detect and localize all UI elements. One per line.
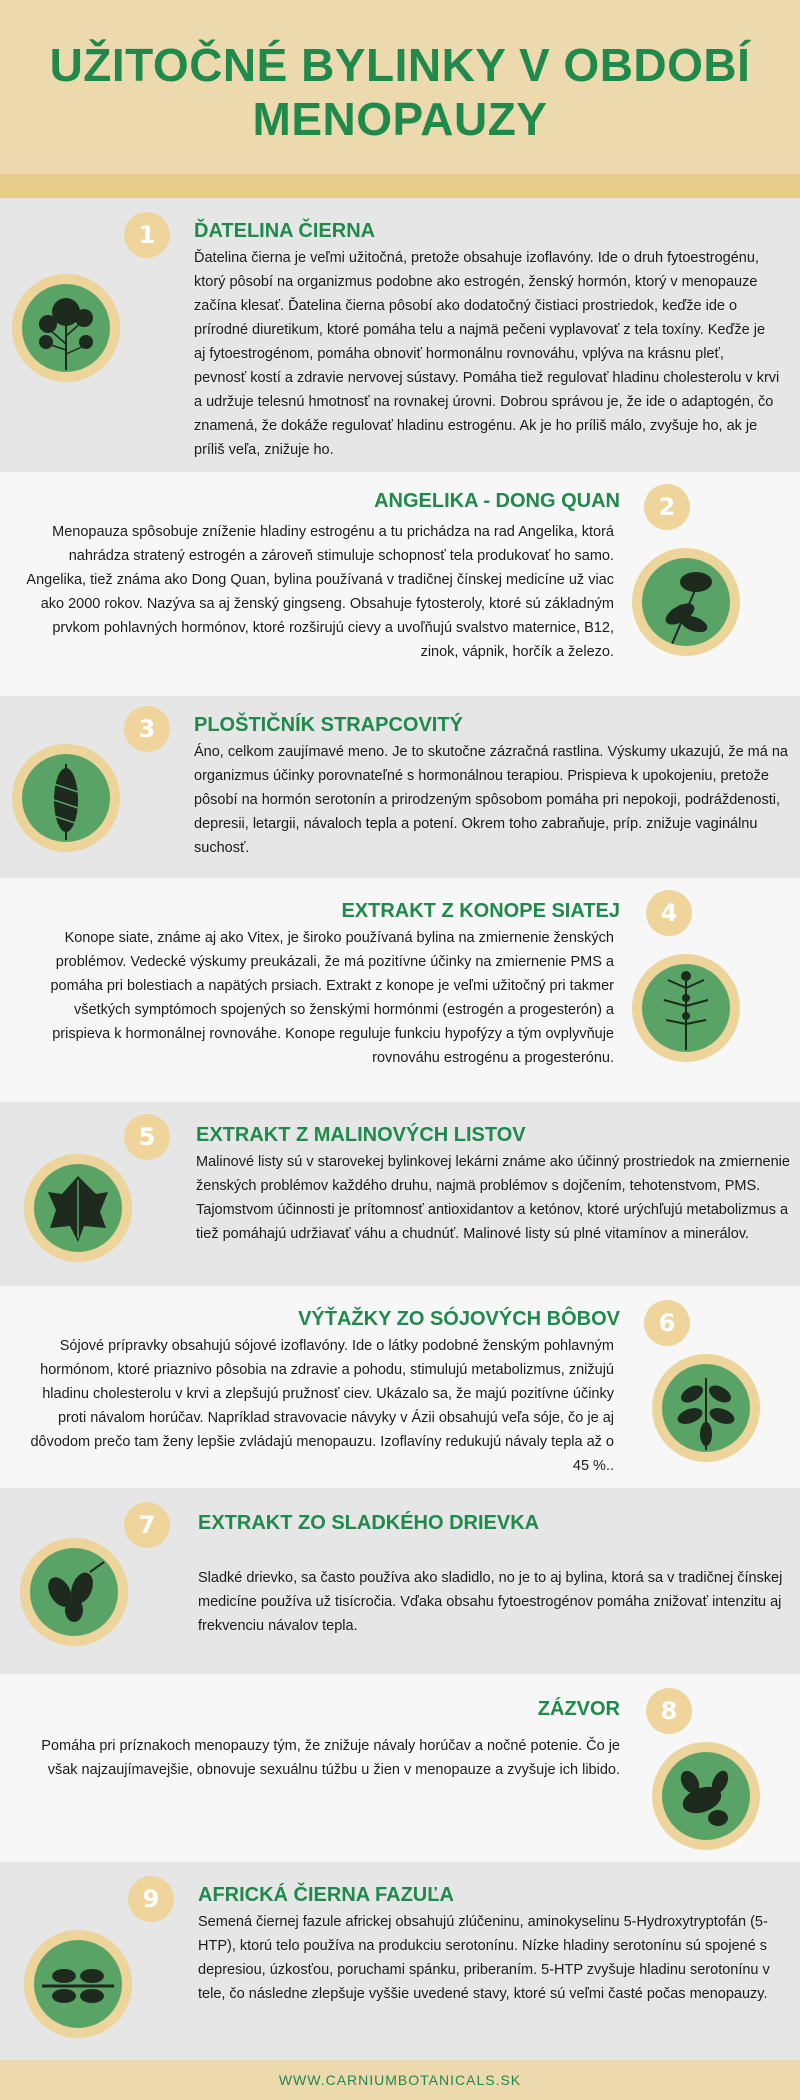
- section-text: Semená čiernej fazule africkej obsahujú zlúčeninu, aminokyselinu 5-Hydroxytryptofán (5-HTP), ktorú telo používa na produkciu serotonínu. Nízke hladiny serotonínu sú spojené s depresiou, úzkosťou, poruchami spánku, priberaním. 5-HTP zvyšuje hladinu serotonínu v tele, čo následne zlepšuje vyššie uvedené stavy, ktoré sú veľmi časté počas menopauzy.: [198, 1914, 770, 2002]
- herb-section-2: [0, 472, 800, 696]
- section-number-badge: 1: [124, 212, 170, 258]
- section-text: Sladké drievko, sa často používa ako sladidlo, no je to aj bylina, ktorá sa v tradičnej čínskej medicíne používa už tisícročia. Vďaka obsahu fytoestrogénov pomáha znižovať intenzitu aj frekvenciu návalov tepla.: [198, 1570, 783, 1634]
- raspberry-leaf-icon: [34, 1164, 122, 1252]
- section-text: Konope siate, známe aj ako Vitex, je široko používaná bylina na zmiernenie ženských problémov. Vedecké výskumy preukázali, že má pozitívne účinky na zmiernenie PMS a pomáha pri bolestiach a napätých prsiach. Extrakt z konope je veľmi užitočný pri takmer všetkých symptómoch spojených so ženskými hormónmi (estrogén a progesterón) a prispieva k hormonálnej rovnováhe. Konope reguluje funkciu hypofýzy a tým ovplyvňuje rovnováhu estrogénu a progesterónu.: [50, 930, 614, 1066]
- herb-section-5: [0, 1102, 800, 1286]
- section-heading: EXTRAKT Z MALINOVÝCH LISTOV: [196, 1124, 526, 1146]
- section-text: Ďatelina čierna je veľmi užitočná, pretože obsahuje izoflavóny. Ide o druh fytoestrogénu, ktorý pôsobí na organizmus podobne ako estrogén, ženský hormón, ktorý v menopauze začína klesať. Ďatelina čierna pôsobí ako dodatočný čistiaci prostriedok, keďže ide o prírodné diuretikum, ktoré pomáha telu a najmä pečeni vyplavovať z tela toxíny. Keďže je aj fytoestrogénom, pomáha obnoviť hormonálnu rovnováhu, vplýva na krásnu pleť, pevnosť kostí a zdravie nervovej sústavy. Pomáha tiež regulovať hladinu cholesterolu v krvi a udržuje telesnú hmotnosť na rovnakej úrovni. Dobrou správou je, že ide o adaptogén, čo znamená, že dokáže regulovať hladinu estrogénu. Ak je ho príliš málo, zvyšuje ho, ak je príliš veľa, znižuje ho.: [194, 250, 780, 458]
- herb-section-8: [0, 1674, 800, 1862]
- section-number-badge: 5: [124, 1114, 170, 1160]
- herb-medallion: [652, 1742, 760, 1850]
- herb-section-6: [0, 1286, 800, 1488]
- cohosh-plant-icon: [22, 754, 110, 842]
- section-heading: AFRICKÁ ČIERNA FAZUĽA: [198, 1884, 454, 1906]
- herb-section-7: [0, 1488, 800, 1674]
- herb-medallion: [652, 1354, 760, 1462]
- page-title: UŽITOČNÉ BYLINKY V OBDOBÍ MENOPAUZY: [49, 39, 751, 145]
- licorice-root-icon: [30, 1548, 118, 1636]
- herb-medallion: [24, 1930, 132, 2038]
- herb-medallion: [12, 274, 120, 382]
- header-accent-strip: [0, 174, 800, 198]
- herb-section-4: [0, 878, 800, 1102]
- bean-pods-icon: [34, 1940, 122, 2028]
- section-number-badge: 3: [124, 706, 170, 752]
- section-heading: ZÁZVOR: [537, 1698, 620, 1720]
- section-heading: EXTRAKT Z KONOPE SIATEJ: [341, 900, 620, 922]
- section-heading: VÝŤAŽKY ZO SÓJOVÝCH BÔBOV: [298, 1308, 620, 1330]
- soybean-plant-icon: [662, 1364, 750, 1452]
- section-text: Pomáha pri príznakoch menopauzy tým, že znižuje návaly horúčav a nočné potenie. Čo je však najzaujímavejšie, obnovuje sexuálnu túžbu u žien v menopauze a zvyšuje ich libido.: [41, 1738, 620, 1778]
- section-number-badge: 2: [644, 484, 690, 530]
- herb-medallion: [12, 744, 120, 852]
- section-number-badge: 8: [646, 1688, 692, 1734]
- section-heading: ANGELIKA - DONG QUAN: [374, 490, 620, 512]
- ginger-root-icon: [662, 1752, 750, 1840]
- section-text: Menopauza spôsobuje zníženie hladiny estrogénu a tu prichádza na rad Angelika, ktorá nahrádza stratený estrogén a zároveň stimuluje schopnosť tela produkovať ho samo. Angelika, tiež známa ako Dong Quan, bylina používaná v tradičnej čínskej medicíne už viac ako 2000 rokov. Nazýva sa aj ženský gingseng. Obsahuje fytosteroly, ktoré sú základným prvkom pohlavných hormónov, ktoré rozširujú cievy a uvoľňujú svalstvo maternice, B12, zinok, vápnik, horčík a železo.: [26, 524, 614, 660]
- section-text: Malinové listy sú v starovekej bylinkovej lekárni známe ako účinný prostriedok na zmiernenie ženských problémov každého druhu, najmä problémov s dojčením, tehotenstvom, PMS. Tajomstvom účinnosti je prítomnosť antioxidantov a ketónov, ktoré urýchľujú metabolizmus a tiež pomáhajú udržiavať váhu a chudnúť. Malinové listy sú plné vitamínov a minerálov.: [196, 1154, 790, 1242]
- section-number-badge: 6: [644, 1300, 690, 1346]
- herb-section-1: [0, 198, 800, 472]
- section-heading: PLOŠTIČNÍK STRAPCOVITÝ: [194, 714, 463, 736]
- herb-medallion: [20, 1538, 128, 1646]
- section-heading: ĎATELINA ČIERNA: [194, 220, 376, 242]
- herb-section-9: [0, 1862, 800, 2060]
- section-number-badge: 4: [646, 890, 692, 936]
- section-text: Sójové prípravky obsahujú sójové izoflavóny. Ide o látky podobné ženským pohlavným hormónom, ktoré priaznivo pôsobia na zdravie a pohodu, stimulujú metabolizmus, znižujú hladinu cholesterolu v krvi a zlepšujú pružnosť ciev. Ukázalo sa, že majú pozitívne účinky proti návalom horúčav. Napríklad stravovacie návyky v Ázii obsahujú veľa sóje, čo je aj dôvodom prečo tam ženy lepšie zvládajú menopauzu. Izoflavíny redukujú návaly tepla až o 45 %..: [30, 1338, 614, 1474]
- vitex-plant-icon: [642, 964, 730, 1052]
- herb-medallion: [632, 954, 740, 1062]
- angelica-plant-icon: [642, 558, 730, 646]
- section-number-badge: 7: [124, 1502, 170, 1548]
- herb-section-3: [0, 696, 800, 878]
- section-text: Áno, celkom zaujímavé meno. Je to skutočne zázračná rastlina. Výskumy ukazujú, že má na organizmus účinky porovnateľné s hormonálnou terapiou. Prispieva k upokojeniu, pretože pôsobí na hormón serotonín a prirodzeným spôsobom pomáha pri nepokoji, podráždenosti, depresii, letargii, návaloch tepla a potení. Okrem toho zabraňuje, príp. znižuje vaginálnu suchosť.: [194, 744, 788, 856]
- herb-medallion: [24, 1154, 132, 1262]
- section-heading: EXTRAKT ZO SLADKÉHO DRIEVKA: [198, 1512, 540, 1534]
- section-number-badge: 9: [128, 1876, 174, 1922]
- clover-plant-icon: [22, 284, 110, 372]
- footer-website: WWW.CARNIUMBOTANICALS.SK: [0, 2060, 800, 2100]
- herb-medallion: [632, 548, 740, 656]
